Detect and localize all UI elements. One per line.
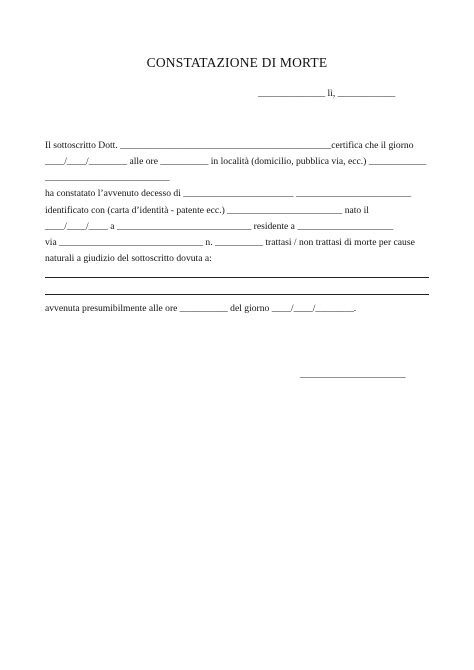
body-line-7: via ______________________________ n. __________ trattasi / non trattasi di morte per cause (45, 237, 415, 248)
body-line-6: ____/____/____ a ____________________________ residente a ____________________ (45, 221, 394, 232)
body-line-9: avvenuta presumibilmente alle ore __________ del giorno ____/____/________. (45, 303, 357, 314)
body-line-2: ____/____/________ alle ore __________ in località (domicilio, pubblica via, ecc.) ____________ (45, 156, 427, 167)
body-line-3: __________________________ (45, 172, 170, 183)
signature-line: ______________________ (300, 369, 406, 380)
body-line-1: Il sottoscritto Dott. ____________________________________________certifica che il giorno (45, 140, 414, 151)
body-line-5: identificato con (carta d’identità - patente ecc.) ________________________ nato il (45, 205, 369, 216)
document-title: CONSTATAZIONE DI MORTE (146, 55, 328, 70)
cause-of-death-blank-line-1 (45, 277, 429, 278)
body-line-8: naturali a giudizio del sottoscritto dovuta a: (45, 253, 212, 264)
place-date-line: ______________ lì, ____________ (258, 88, 396, 99)
cause-of-death-blank-line-2 (45, 294, 429, 295)
body-line-4: ha constatato l’avvenuto decesso di _______________________ ________________________ (45, 188, 412, 199)
